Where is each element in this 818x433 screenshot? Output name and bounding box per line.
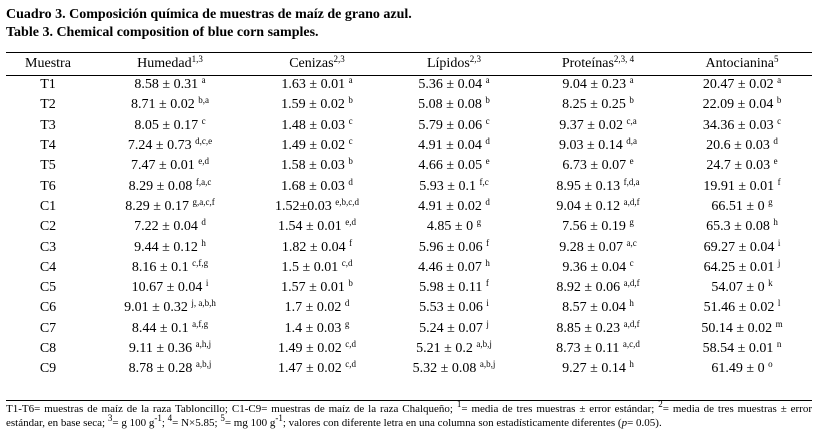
value-cell xyxy=(524,359,672,379)
value-cell xyxy=(250,156,384,176)
footnote-text: = media de tres muestras ± error estándar, en base seca; xyxy=(6,403,813,429)
significance-letters: f,a,c xyxy=(195,176,212,187)
cell-value: 8.71 ± 0.02 xyxy=(131,97,195,113)
footnote-exponent: -1 xyxy=(154,413,162,423)
significance-letters: d xyxy=(485,136,490,147)
cell-value: 8.57 ± 0.04 xyxy=(562,300,626,316)
value-cell xyxy=(384,298,524,318)
cell-value: 8.16 ± 0.1 xyxy=(131,259,189,275)
significance-letters: j xyxy=(486,318,489,329)
significance-letters: j xyxy=(777,257,781,268)
value-cell xyxy=(384,319,524,339)
significance-letters: a,d,f xyxy=(623,196,640,207)
value-cell xyxy=(524,136,672,156)
significance-letters: c xyxy=(485,115,490,126)
cell-value: 1.52±0.03 xyxy=(275,198,332,214)
value-cell xyxy=(672,339,812,359)
table-row xyxy=(6,156,812,176)
value-cell xyxy=(90,217,250,237)
cell-value: 8.73 ± 0.11 xyxy=(556,341,620,356)
cell-value: 8.95 ± 0.13 xyxy=(556,178,621,194)
significance-letters: n xyxy=(776,339,782,349)
cell-value: 4.91 ± 0.04 xyxy=(418,138,482,154)
significance-letters: d,a xyxy=(626,136,637,147)
value-cell xyxy=(384,258,524,278)
significance-letters: e xyxy=(773,156,778,167)
significance-letters: a xyxy=(201,75,206,86)
cell-value: 24.7 ± 0.03 xyxy=(706,158,771,174)
column-header-footnote-mark: 2,3 xyxy=(469,54,482,64)
value-cell xyxy=(250,258,384,278)
value-cell xyxy=(90,95,250,115)
significance-letters: b xyxy=(348,156,353,167)
value-cell xyxy=(384,95,524,115)
value-cell xyxy=(672,298,812,318)
cell-value: 54.07 ± 0 xyxy=(711,280,765,296)
footnote-text: = g 100 g xyxy=(112,417,155,429)
significance-letters: a,h,j xyxy=(195,339,212,349)
column-header-footnote-mark: 5 xyxy=(773,54,779,64)
cell-value: 19.91 ± 0.01 xyxy=(703,178,775,194)
value-cell xyxy=(524,95,672,115)
value-cell xyxy=(250,359,384,379)
value-cell xyxy=(384,197,524,217)
value-cell xyxy=(384,339,524,359)
footnote-mark: 2 xyxy=(658,399,663,409)
table-row xyxy=(6,217,812,237)
significance-letters: f,c xyxy=(479,176,489,187)
column-header-footnote-mark: 2,3 xyxy=(333,54,345,64)
significance-letters: e,b,c,d xyxy=(335,196,359,207)
column-header xyxy=(384,53,524,75)
cell-value: 8.85 ± 0.23 xyxy=(556,320,621,336)
significance-letters: c,d xyxy=(341,257,353,268)
significance-letters: h xyxy=(201,237,206,248)
cell-value: 1.57 ± 0.01 xyxy=(281,280,345,296)
significance-letters: a xyxy=(485,75,490,86)
column-header xyxy=(6,53,90,75)
cell-value: 5.21 ± 0.2 xyxy=(416,341,473,356)
value-cell xyxy=(384,176,524,196)
value-cell xyxy=(672,278,812,298)
table-row xyxy=(6,258,812,278)
significance-letters: i xyxy=(777,237,781,248)
sample-id-cell: C9 xyxy=(39,361,57,377)
cell-value: 5.98 ± 0.11 xyxy=(419,280,483,296)
table-row xyxy=(6,339,812,359)
column-header xyxy=(672,53,812,75)
significance-letters: c xyxy=(777,115,782,126)
footnote-text: T1-T6= muestras de maíz de la raza Tabloncillo; C1-C9= muestras de maíz de la raza Chalqueño; xyxy=(6,403,457,415)
cell-value: 1.47 ± 0.02 xyxy=(278,361,342,377)
footnote-mark: 4 xyxy=(167,413,173,423)
cell-value: 8.29 ± 0.17 xyxy=(125,198,189,214)
significance-letters: e,d xyxy=(345,217,356,228)
table-row xyxy=(6,95,812,115)
footnote-mark: 1 xyxy=(456,399,462,409)
value-cell xyxy=(250,319,384,339)
cell-value: 8.29 ± 0.08 xyxy=(128,178,193,194)
significance-letters: d xyxy=(773,136,778,147)
value-cell xyxy=(672,136,812,156)
cell-value: 9.04 ± 0.23 xyxy=(562,77,627,93)
significance-letters: a,d,f xyxy=(623,278,640,289)
cell-value: 1.49 ± 0.02 xyxy=(278,341,342,356)
cell-value: 7.24 ± 0.73 xyxy=(127,138,192,154)
significance-letters: a,b,j xyxy=(476,339,492,349)
value-cell xyxy=(672,75,812,95)
cell-value: 4.66 ± 0.05 xyxy=(418,158,483,174)
cell-value: 9.36 ± 0.04 xyxy=(562,259,627,275)
cell-value: 7.47 ± 0.01 xyxy=(131,158,195,174)
value-cell xyxy=(250,339,384,359)
sample-id-cell: T2 xyxy=(40,97,56,113)
table-header xyxy=(6,53,812,75)
sample-id-cell: C6 xyxy=(39,300,57,316)
value-cell xyxy=(384,359,524,379)
cell-value: 9.01 ± 0.32 xyxy=(124,300,188,316)
value-cell xyxy=(250,176,384,196)
cell-value: 50.14 ± 0.02 xyxy=(701,320,773,336)
value-cell xyxy=(672,197,812,217)
value-cell xyxy=(672,319,812,339)
value-cell xyxy=(524,75,672,95)
significance-letters: f xyxy=(777,176,781,187)
value-cell xyxy=(250,217,384,237)
cell-value: 9.28 ± 0.07 xyxy=(559,239,623,255)
table-title-spanish: Cuadro 3. Composición química de muestras de maíz de grano azul. xyxy=(6,7,412,22)
value-cell xyxy=(524,217,672,237)
cell-value: 10.67 ± 0.04 xyxy=(131,280,203,296)
footnote-text: = media de tres muestras ± error estándar; xyxy=(461,403,659,415)
value-cell xyxy=(250,237,384,257)
footnote-italic: p xyxy=(621,417,628,429)
cell-value: 5.96 ± 0.06 xyxy=(418,239,483,255)
sample-id-cell: C4 xyxy=(39,259,57,275)
value-cell xyxy=(90,75,250,95)
value-cell xyxy=(90,258,250,278)
value-cell xyxy=(90,237,250,257)
value-cell xyxy=(384,237,524,257)
table-row xyxy=(6,197,812,217)
value-cell xyxy=(250,136,384,156)
footnote-text: = N×5.85; xyxy=(172,417,221,429)
value-cell xyxy=(90,156,250,176)
value-cell xyxy=(524,278,672,298)
cell-value: 65.3 ± 0.08 xyxy=(706,219,770,235)
sample-id-cell: T6 xyxy=(40,178,56,194)
cell-value: 9.44 ± 0.12 xyxy=(134,239,198,255)
sample-id-cell: C2 xyxy=(39,219,57,235)
cell-value: 7.22 ± 0.04 xyxy=(134,219,198,235)
cell-value: 5.79 ± 0.06 xyxy=(418,117,483,133)
cell-value: 20.47 ± 0.02 xyxy=(702,77,774,93)
significance-letters: c xyxy=(348,115,353,126)
significance-letters: l xyxy=(777,298,781,309)
column-header-label: Lípidos xyxy=(426,56,470,71)
value-cell xyxy=(250,116,384,136)
table-row xyxy=(6,278,812,298)
table-row xyxy=(6,237,812,257)
significance-letters: f xyxy=(485,278,489,289)
significance-letters: d,c,e xyxy=(195,136,213,147)
cell-value: 1.54 ± 0.01 xyxy=(278,219,342,235)
significance-letters: b xyxy=(348,95,353,106)
significance-letters: a xyxy=(777,75,782,86)
table-row xyxy=(6,75,812,95)
header-row xyxy=(6,53,812,75)
cell-value: 61.49 ± 0 xyxy=(711,361,765,377)
cell-value: 8.58 ± 0.31 xyxy=(134,77,199,93)
cell-value: 5.93 ± 0.1 xyxy=(419,178,476,194)
cell-value: 1.68 ± 0.03 xyxy=(281,178,345,194)
table-title-english: Table 3. Chemical composition of blue corn samples. xyxy=(6,25,319,40)
significance-letters: i xyxy=(486,298,489,309)
value-cell xyxy=(384,278,524,298)
table-row xyxy=(6,176,812,196)
column-header xyxy=(90,53,250,75)
cell-value: 4.46 ± 0.07 xyxy=(418,259,482,275)
value-cell xyxy=(524,298,672,318)
cell-value: 58.54 ± 0.01 xyxy=(702,341,774,356)
bottom-rule xyxy=(6,400,812,401)
value-cell xyxy=(250,95,384,115)
sample-id-cell: T3 xyxy=(40,117,56,133)
significance-letters: j, a,b,h xyxy=(191,298,216,309)
significance-letters: c,d xyxy=(345,339,356,349)
composition-table xyxy=(6,53,812,379)
table-row xyxy=(6,359,812,379)
significance-letters: b xyxy=(776,95,782,106)
significance-letters: a xyxy=(348,75,353,86)
value-cell xyxy=(524,237,672,257)
table-footnote xyxy=(6,399,813,430)
cell-value: 1.58 ± 0.03 xyxy=(281,158,345,174)
cell-value: 66.51 ± 0 xyxy=(711,198,765,214)
cell-value: 5.36 ± 0.04 xyxy=(418,77,483,93)
table-row xyxy=(6,319,812,339)
cell-value: 5.32 ± 0.08 xyxy=(412,361,477,377)
value-cell xyxy=(250,75,384,95)
value-cell xyxy=(524,339,672,359)
significance-letters: a,d,f xyxy=(623,318,640,329)
significance-letters: g xyxy=(476,217,482,228)
value-cell xyxy=(250,278,384,298)
cell-value: 22.09 ± 0.04 xyxy=(702,97,774,113)
sample-id-cell: T5 xyxy=(40,158,56,174)
value-cell xyxy=(524,156,672,176)
value-cell xyxy=(524,176,672,196)
significance-letters: c xyxy=(629,257,634,268)
cell-value: 1.7 ± 0.02 xyxy=(284,300,342,316)
column-header xyxy=(250,53,384,75)
significance-letters: a,b,j xyxy=(479,359,496,370)
column-header-label: Antocianina xyxy=(705,56,774,71)
table-row xyxy=(6,298,812,318)
significance-letters: b xyxy=(348,278,353,289)
value-cell xyxy=(250,197,384,217)
significance-letters: f xyxy=(486,237,490,248)
value-cell xyxy=(384,75,524,95)
cell-value: 20.6 ± 0.03 xyxy=(706,138,770,154)
value-cell xyxy=(90,359,250,379)
value-cell xyxy=(90,278,250,298)
value-cell xyxy=(672,217,812,237)
cell-value: 34.36 ± 0.03 xyxy=(702,117,774,133)
significance-letters: g xyxy=(768,196,773,207)
significance-letters: f,d,a xyxy=(623,176,640,187)
significance-letters: g xyxy=(629,217,634,228)
value-cell xyxy=(672,156,812,176)
value-cell xyxy=(90,176,250,196)
significance-letters: e xyxy=(485,156,490,167)
cell-value: 7.56 ± 0.19 xyxy=(562,219,626,235)
value-cell xyxy=(90,319,250,339)
cell-value: 6.73 ± 0.07 xyxy=(562,158,627,174)
value-cell xyxy=(672,258,812,278)
value-cell xyxy=(90,116,250,136)
footnote-mark: 5 xyxy=(220,413,225,423)
footnote-exponent: -1 xyxy=(275,413,283,423)
column-header-label: Cenizas xyxy=(289,56,334,71)
significance-letters: g xyxy=(344,318,350,329)
cell-value: 5.24 ± 0.07 xyxy=(419,320,483,336)
value-cell xyxy=(250,298,384,318)
significance-letters: h xyxy=(773,217,778,228)
footnote-text: = 0.05). xyxy=(627,417,662,429)
cell-value: 8.25 ± 0.25 xyxy=(562,97,626,113)
significance-letters: f xyxy=(349,237,353,248)
value-cell xyxy=(90,339,250,359)
cell-value: 9.27 ± 0.14 xyxy=(562,361,626,377)
significance-letters: h xyxy=(629,298,634,309)
significance-letters: e,d xyxy=(198,156,209,167)
value-cell xyxy=(384,156,524,176)
significance-letters: d xyxy=(201,217,206,228)
significance-letters: c,a xyxy=(626,115,637,126)
cell-value: 1.49 ± 0.02 xyxy=(281,138,346,154)
cell-value: 1.82 ± 0.04 xyxy=(281,239,346,255)
cell-value: 1.4 ± 0.03 xyxy=(284,320,342,336)
sample-id-cell: C1 xyxy=(39,198,57,214)
significance-letters: d xyxy=(485,196,490,207)
value-cell xyxy=(524,116,672,136)
sample-id-cell: C3 xyxy=(39,239,57,255)
cell-value: 9.03 ± 0.14 xyxy=(559,138,623,154)
cell-value: 5.08 ± 0.08 xyxy=(418,97,482,113)
significance-letters: b xyxy=(629,95,634,106)
sample-id-cell: T4 xyxy=(40,138,56,154)
column-header xyxy=(524,53,672,75)
value-cell xyxy=(524,197,672,217)
cell-value: 8.92 ± 0.06 xyxy=(556,280,621,296)
column-header-footnote-mark: 1,3 xyxy=(191,54,203,64)
sample-id-cell: C7 xyxy=(39,320,57,336)
significance-letters: a xyxy=(629,75,634,86)
cell-value: 1.59 ± 0.02 xyxy=(281,97,345,113)
significance-letters: a,c,d xyxy=(622,339,640,349)
value-cell xyxy=(524,258,672,278)
significance-letters: h xyxy=(629,359,634,370)
significance-letters: d xyxy=(344,298,350,309)
value-cell xyxy=(90,136,250,156)
value-cell xyxy=(672,176,812,196)
cell-value: 8.05 ± 0.17 xyxy=(134,117,199,133)
value-cell xyxy=(384,116,524,136)
cell-value: 5.53 ± 0.06 xyxy=(419,300,483,316)
table-row xyxy=(6,116,812,136)
significance-letters: a,b,j xyxy=(195,359,212,370)
significance-letters: a,f,g xyxy=(192,318,209,329)
significance-letters: b xyxy=(485,95,490,106)
footnote-text: ; valores con diferente letra en una columna son estadísticamente diferentes ( xyxy=(282,417,622,429)
table-row xyxy=(6,136,812,156)
column-header-label: Muestra xyxy=(25,56,71,71)
value-cell xyxy=(672,359,812,379)
cell-value: 51.46 ± 0.02 xyxy=(703,300,775,316)
value-cell xyxy=(524,319,672,339)
significance-letters: i xyxy=(205,278,209,289)
significance-letters: c,d xyxy=(345,359,356,370)
sample-id-cell: C8 xyxy=(39,341,57,356)
significance-letters: c,f,g xyxy=(192,257,209,268)
significance-letters: h xyxy=(485,257,490,268)
footnote-text: = mg 100 g xyxy=(224,417,276,429)
sample-id-cell: T1 xyxy=(40,77,56,93)
value-cell xyxy=(672,116,812,136)
cell-value: 9.04 ± 0.12 xyxy=(556,198,621,214)
cell-value: 8.78 ± 0.28 xyxy=(128,361,193,377)
cell-value: 4.85 ± 0 xyxy=(426,219,474,235)
cell-value: 1.63 ± 0.01 xyxy=(281,77,346,93)
cell-value: 69.27 ± 0.04 xyxy=(703,239,775,255)
column-header-label: Humedad xyxy=(137,56,192,71)
significance-letters: d xyxy=(348,176,353,187)
value-cell xyxy=(90,197,250,217)
cell-value: 8.44 ± 0.1 xyxy=(131,320,189,336)
significance-letters: e xyxy=(629,156,634,167)
cell-value: 1.5 ± 0.01 xyxy=(281,259,339,275)
value-cell xyxy=(672,95,812,115)
column-header-label: Proteínas xyxy=(561,56,614,71)
significance-letters: k xyxy=(768,278,773,289)
footnote-mark: 3 xyxy=(107,413,113,423)
value-cell xyxy=(384,136,524,156)
significance-letters: m xyxy=(775,318,783,329)
table-body xyxy=(6,75,812,379)
value-cell xyxy=(90,298,250,318)
significance-letters: c xyxy=(348,136,353,147)
significance-letters: b,a xyxy=(198,95,209,106)
significance-letters: g,a,c,f xyxy=(192,196,215,207)
cell-value: 64.25 ± 0.01 xyxy=(703,259,775,275)
significance-letters: c xyxy=(201,115,206,126)
cell-value: 9.37 ± 0.02 xyxy=(559,117,623,133)
cell-value: 4.91 ± 0.02 xyxy=(418,198,482,214)
column-header-footnote-mark: 2,3, 4 xyxy=(613,54,635,64)
value-cell xyxy=(384,217,524,237)
footnote-text: ; xyxy=(161,417,168,429)
cell-value: 9.11 ± 0.36 xyxy=(128,341,193,356)
significance-letters: a,c xyxy=(626,237,637,248)
value-cell xyxy=(672,237,812,257)
cell-value: 1.48 ± 0.03 xyxy=(281,117,346,133)
significance-letters: o xyxy=(768,359,773,370)
sample-id-cell: C5 xyxy=(39,280,57,296)
